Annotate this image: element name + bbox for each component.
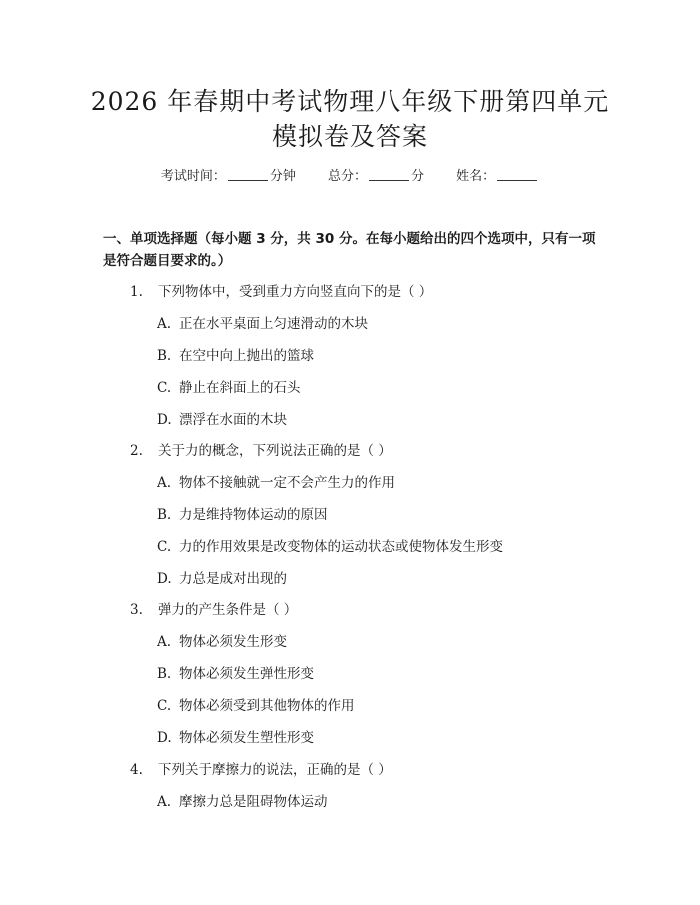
exam-time-unit: 分钟 <box>269 169 296 184</box>
option-letter: A. <box>157 794 172 810</box>
question-4 <box>130 760 392 780</box>
option-text: 正在水平桌面上匀速滑动的木块 <box>179 316 368 332</box>
option-text: 物体必须发生塑性形变 <box>179 730 314 746</box>
question-text: 关于力的概念，下列说法正确的是（ ） <box>158 443 392 459</box>
question-2-option-d <box>157 569 287 589</box>
option-letter: D. <box>157 412 172 428</box>
question-text: 下列物体中，受到重力方向竖直向下的是（ ） <box>158 284 433 300</box>
student-name-field <box>456 167 539 187</box>
option-text: 物体必须发生形变 <box>179 634 287 650</box>
option-text: 静止在斜面上的石头 <box>179 380 301 396</box>
question-text: 弹力的产生条件是（ ） <box>158 602 298 618</box>
option-text: 力是维持物体运动的原因 <box>179 507 328 523</box>
question-4-option-a <box>157 792 328 812</box>
question-2-option-a <box>157 473 395 493</box>
question-3 <box>130 600 297 620</box>
option-letter: A. <box>157 475 172 491</box>
option-letter: B. <box>157 507 172 523</box>
question-2 <box>130 441 392 461</box>
total-score-blank <box>369 167 409 181</box>
option-letter: B. <box>157 666 172 682</box>
question-number: 3. <box>130 602 143 618</box>
option-letter: C. <box>157 539 172 555</box>
option-text: 物体必须受到其他物体的作用 <box>179 698 355 714</box>
option-letter: D. <box>157 730 172 746</box>
question-text: 下列关于摩擦力的说法，正确的是（ ） <box>158 762 392 778</box>
exam-meta-row <box>0 167 700 187</box>
exam-title-line-1: 2026 年春期中考试物理八年级下册第四单元 <box>90 87 610 116</box>
question-1-option-b <box>157 346 314 366</box>
option-letter: B. <box>157 348 172 364</box>
exam-title-line-2: 模拟卷及答案 <box>271 122 428 151</box>
option-letter: A. <box>157 634 172 650</box>
student-name-label: 姓名： <box>456 169 496 184</box>
section-1-heading: 一、单项选择题（每小题 3 分，共 30 分。在每小题给出的四个选项中，只有一项是符合题目要求的。） <box>103 231 596 269</box>
option-letter: A. <box>157 316 172 332</box>
exam-time-label: 考试时间： <box>160 169 226 184</box>
question-number: 4. <box>130 762 143 778</box>
question-1 <box>130 282 432 302</box>
question-1-option-a <box>157 314 368 334</box>
total-score-field <box>328 167 424 187</box>
exam-time-blank <box>228 167 268 181</box>
option-letter: D. <box>157 571 172 587</box>
question-3-option-d <box>157 728 314 748</box>
question-2-option-c <box>157 537 503 557</box>
question-number: 2. <box>130 443 143 459</box>
option-text: 力的作用效果是改变物体的运动状态或使物体发生形变 <box>179 539 503 555</box>
option-text: 摩擦力总是阻碍物体运动 <box>179 794 328 810</box>
question-3-option-c <box>157 696 355 716</box>
option-text: 物体不接触就一定不会产生力的作用 <box>179 475 395 491</box>
option-letter: C. <box>157 380 172 396</box>
option-text: 力总是成对出现的 <box>179 571 287 587</box>
total-score-unit: 分 <box>411 169 425 184</box>
question-1-option-d <box>157 410 287 430</box>
exam-time-field <box>161 167 296 187</box>
total-score-label: 总分： <box>327 169 367 184</box>
question-1-option-c <box>157 378 301 398</box>
student-name-blank <box>497 167 537 181</box>
option-text: 漂浮在水面的木块 <box>179 412 287 428</box>
option-letter: C. <box>157 698 172 714</box>
option-text: 物体必须发生弹性形变 <box>179 666 314 682</box>
question-2-option-b <box>157 505 328 525</box>
question-3-option-a <box>157 632 287 652</box>
option-text: 在空中向上抛出的篮球 <box>179 348 314 364</box>
question-3-option-b <box>157 664 314 684</box>
question-number: 1. <box>130 284 143 300</box>
